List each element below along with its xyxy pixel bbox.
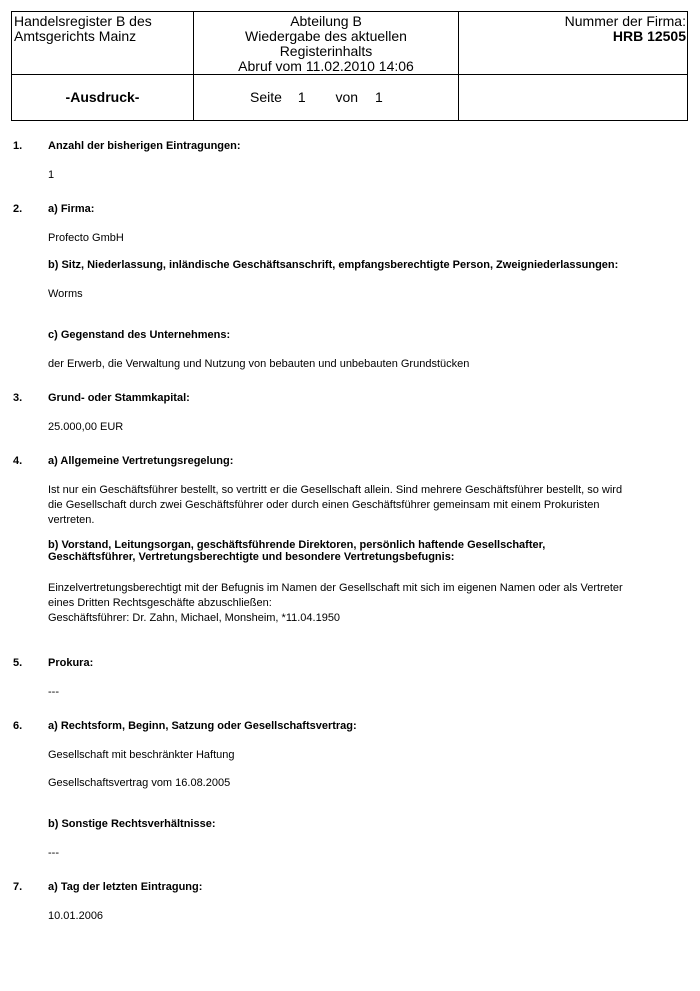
- prokura-value: ---: [48, 686, 59, 698]
- page-current: 1: [297, 89, 306, 105]
- section-number: 2.: [13, 203, 23, 215]
- articles-date: Gesellschaftsvertrag vom 16.08.2005: [48, 777, 231, 789]
- legal-form: Gesellschaft mit beschränkter Haftung: [48, 749, 235, 761]
- firm-number-cell: [459, 14, 686, 44]
- text-line: Geschäftsführer, Vertretungsberechtigte und besondere Vertretungsbefugnis:: [48, 551, 455, 563]
- section-heading: Prokura:: [48, 657, 94, 669]
- section-heading: Anzahl der bisherigen Eintragungen:: [48, 140, 241, 152]
- court-line: Amtsgerichts Mainz: [14, 28, 137, 44]
- firm-number-value: HRB 12505: [612, 28, 686, 44]
- section-number: 1.: [13, 140, 23, 152]
- page-total: 1: [374, 89, 383, 105]
- share-capital: 25.000,00 EUR: [48, 421, 124, 433]
- firm-number-label: Nummer der Firma:: [564, 13, 686, 29]
- section-number: 4.: [13, 455, 23, 467]
- text-line: Ist nur ein Geschäftsführer bestellt, so vertritt er die Gesellschaft allein. Sind mehrere Geschäftsführer bestellt, so wird: [48, 484, 623, 496]
- text-line: vertreten.: [48, 514, 95, 526]
- section-number: 3.: [13, 392, 23, 404]
- court-line: Handelsregister B des: [14, 13, 152, 29]
- print-label: -Ausdruck-: [65, 89, 140, 105]
- section-subheading: [48, 539, 678, 563]
- section-subheading: b) Sonstige Rechtsverhältnisse:: [48, 818, 216, 830]
- registered-seat: Worms: [48, 288, 83, 300]
- court-cell: [14, 14, 192, 44]
- other-legal-relations: ---: [48, 847, 59, 859]
- section-number: 6.: [13, 720, 23, 732]
- text-line: Einzelvertretungsberechtigt mit der Befugnis im Namen der Gesellschaft mit sich im eigenen Namen oder als Vertreter: [48, 582, 623, 594]
- text-line: eines Dritten Rechtsgeschäfte abzuschließen:: [48, 597, 272, 609]
- retrieval-date: Abruf vom 11.02.2010 14:06: [238, 58, 414, 74]
- department-title: Abteilung B: [290, 13, 362, 29]
- managing-directors: [48, 581, 673, 626]
- section-subheading: b) Sitz, Niederlassung, inländische Geschäftsanschrift, empfangsberechtigte Person, Zweigniederlassungen:: [48, 259, 619, 271]
- section-heading: a) Firma:: [48, 203, 95, 215]
- text-line: b) Vorstand, Leitungsorgan, geschäftsführende Direktoren, persönlich haftende Gesellschafter,: [48, 539, 546, 551]
- section-heading: a) Tag der letzten Eintragung:: [48, 881, 203, 893]
- page-indicator: [250, 90, 430, 105]
- business-purpose: der Erwerb, die Verwaltung und Nutzung von bebauten und unbebauten Grundstücken: [48, 358, 470, 370]
- department-cell: [194, 14, 458, 74]
- divider: [12, 74, 687, 75]
- page-word: Seite: [250, 89, 282, 105]
- section-heading: Grund- oder Stammkapital:: [48, 392, 190, 404]
- section-heading: a) Rechtsform, Beginn, Satzung oder Gesellschaftsvertrag:: [48, 720, 357, 732]
- text-line: Geschäftsführer: Dr. Zahn, Michael, Monsheim, *11.04.1950: [48, 612, 341, 624]
- department-line: Wiedergabe des aktuellen: [245, 28, 407, 44]
- company-name: Profecto GmbH: [48, 232, 124, 244]
- last-entry-date: 10.01.2006: [48, 910, 104, 922]
- department-line: Registerinhalts: [279, 43, 373, 59]
- section-subheading: c) Gegenstand des Unternehmens:: [48, 329, 231, 341]
- section-number: 5.: [13, 657, 23, 669]
- section-number: 7.: [13, 881, 23, 893]
- text-line: die Gesellschaft durch zwei Geschäftsführer oder durch einen Geschäftsführer gemeinsam mit einem Prokuristen: [48, 499, 600, 511]
- section-heading: a) Allgemeine Vertretungsregelung:: [48, 455, 234, 467]
- section-value: 1: [48, 169, 55, 181]
- page-of: von: [335, 89, 359, 105]
- register-header-table: [11, 11, 688, 121]
- representation-rule: [48, 483, 673, 528]
